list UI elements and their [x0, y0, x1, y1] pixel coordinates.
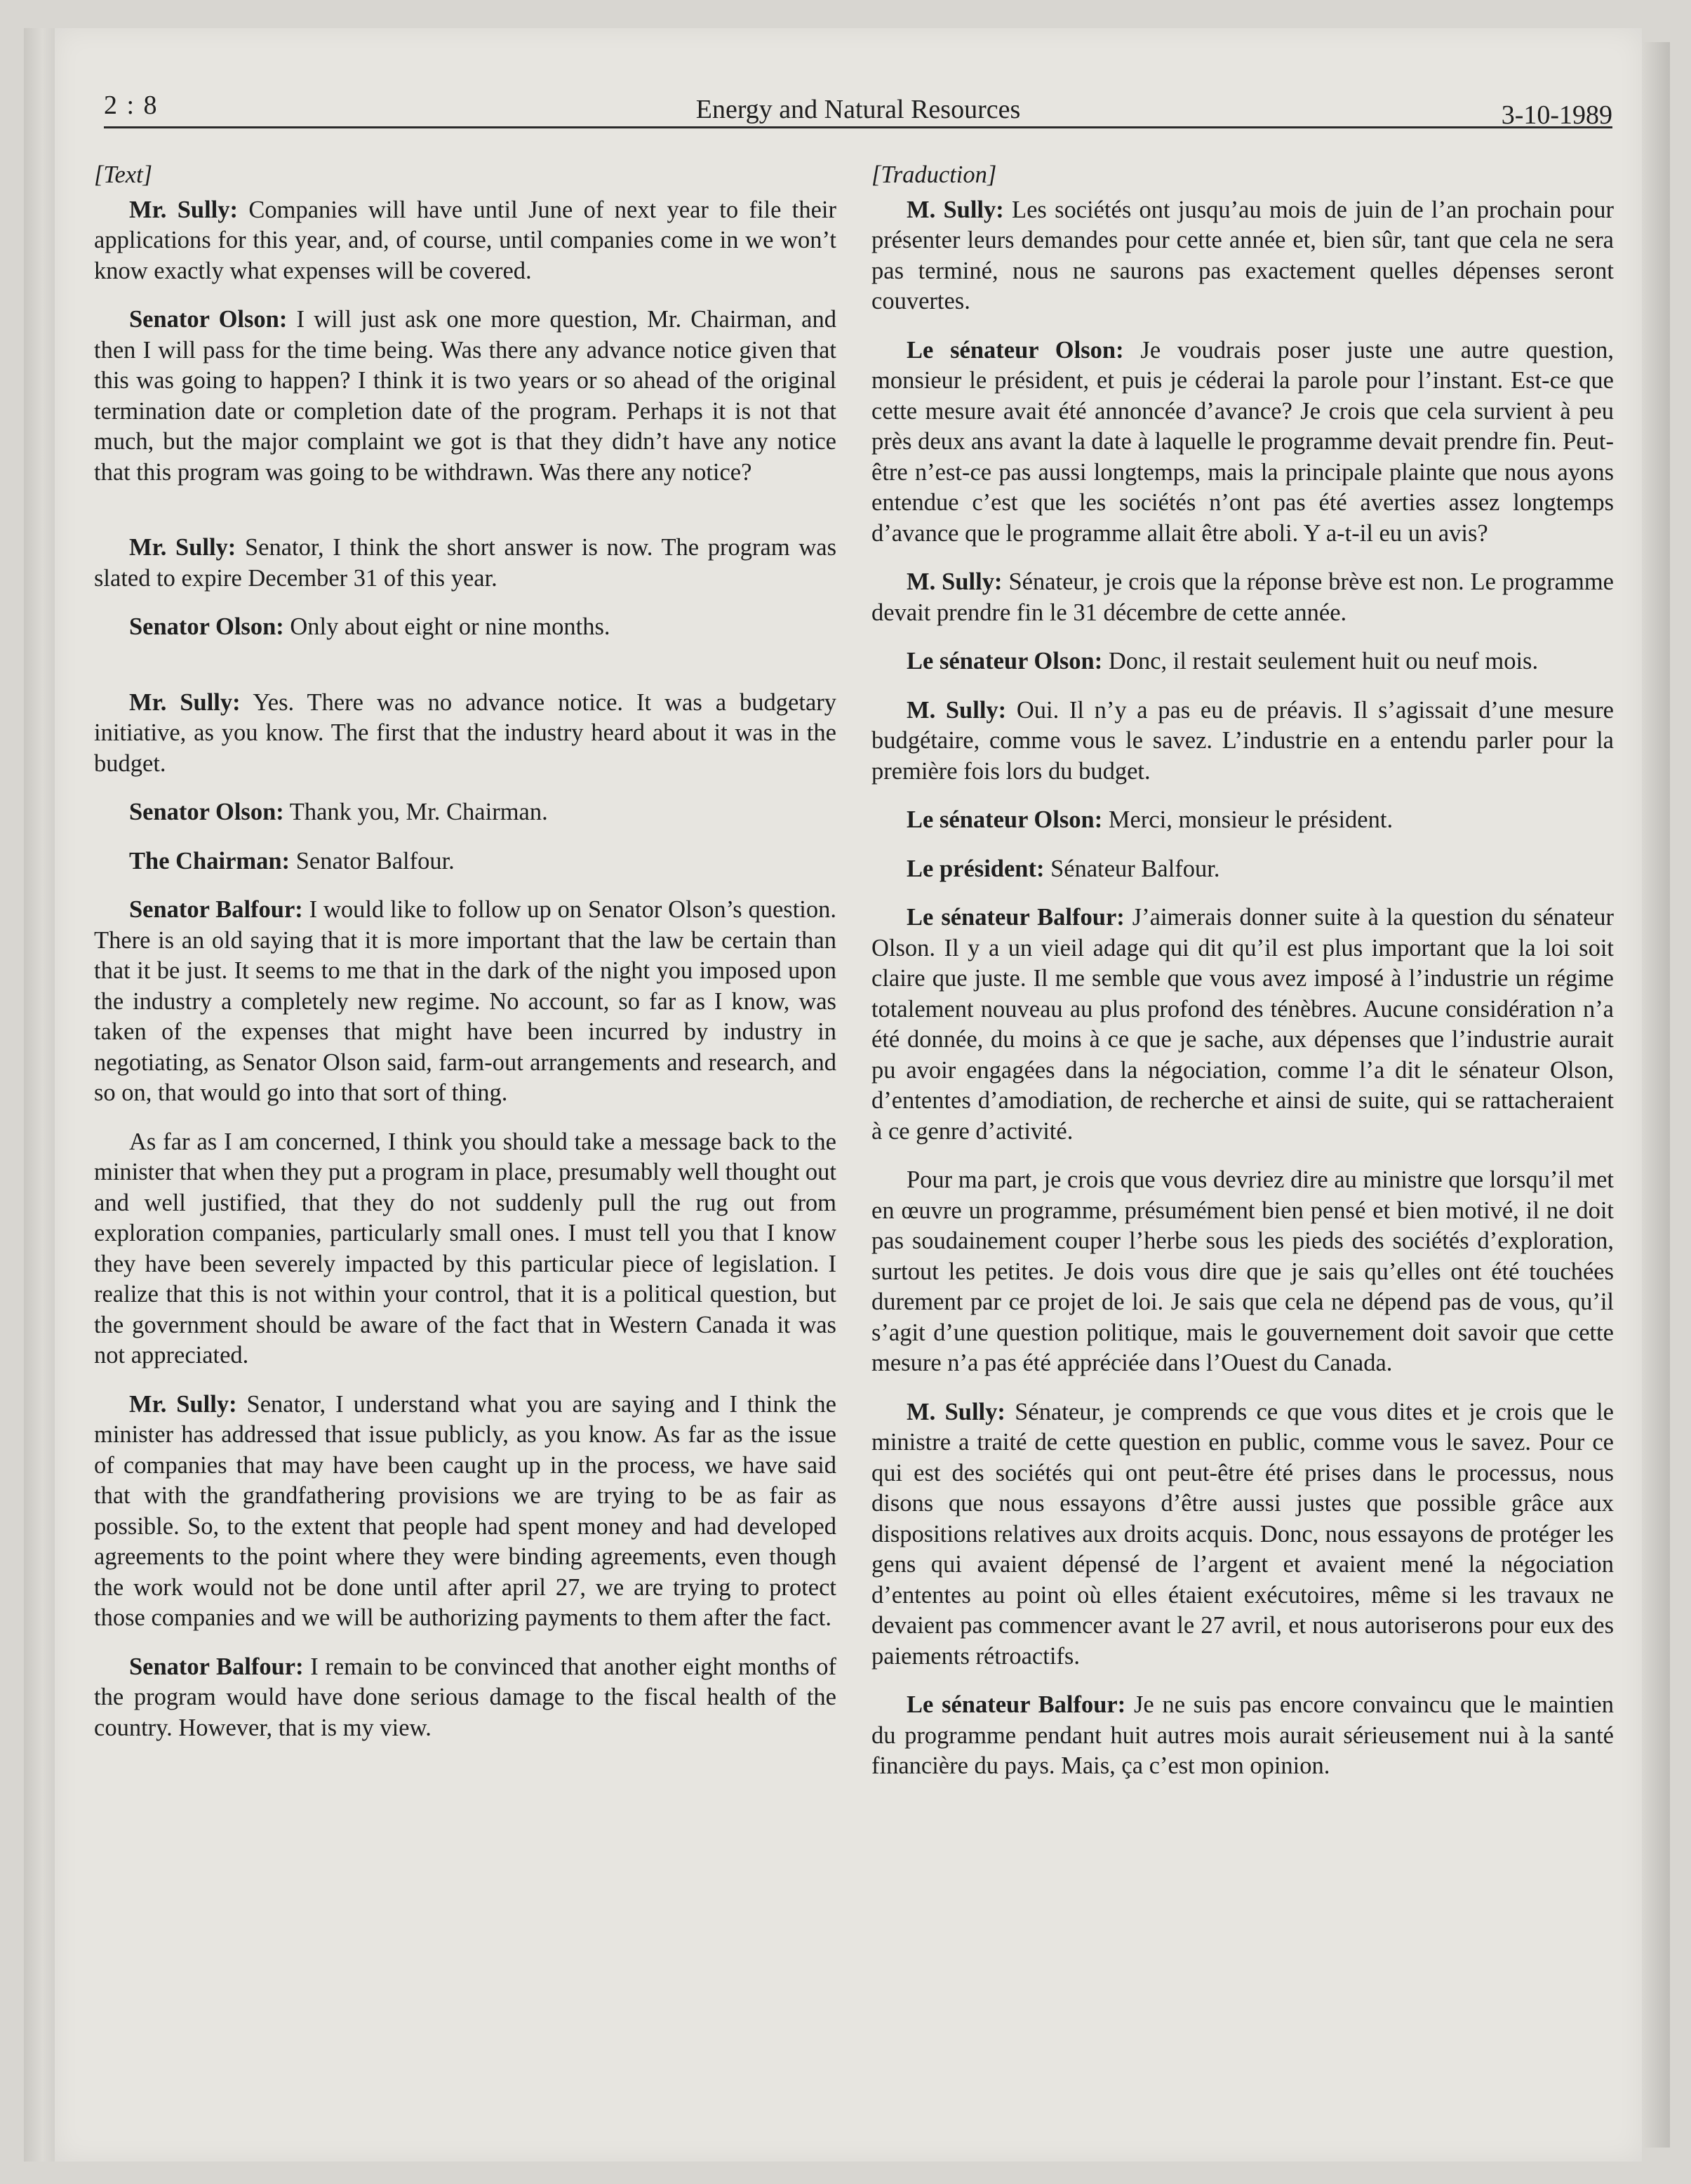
speech-text: Only about eight or nine months. [283, 613, 610, 640]
speech-text: Senator Balfour. [290, 847, 455, 874]
speech-text: I would like to follow up on Senator Olson’s question. There is an old saying that it is more important that the law be certain than that it be just. It seems to me that in the dark of the night you imposed upon the industry a completely new regime. No account, so far as I know, was taken of the expenses that might have been incurred by industry in negotiating, as Senator Olson said, farm-out arrangements and research, and so on, that would go into that sort of thing. [94, 896, 836, 1106]
speaker-name: Le sénateur Balfour: [907, 1691, 1126, 1718]
speech-paragraph [94, 305, 836, 488]
speech-paragraph [871, 1397, 1614, 1672]
running-title: Energy and Natural Resources [695, 95, 1021, 124]
speech-paragraph [871, 805, 1614, 836]
speaker-name: Le président: [907, 855, 1045, 882]
speech-text: J’aimerais donner suite à la question du sénateur Olson. Il y a un vieil adage qui dit qu’il est plus important que la loi soit claire que juste. Il me semble que vous avez imposé à l’industrie un régime totalement nouveau au plus profond des ténèbres. Aucune considération n’a été donnée, du moins à ce que je sache, aux dépenses que l’industrie aurait pu avoir engagées dans la négociation, comme l’a dit le sénateur Olson, d’ententes d’amodiation, de recherche et ainsi de suite, qui se rattacheraient à ce genre d’activité. [871, 904, 1614, 1145]
speaker-name: M. Sully: [907, 696, 1007, 724]
page-header [104, 83, 1612, 128]
speech-text: Pour ma part, je crois que vous devriez dire au ministre que lorsqu’il met en œuvre un programme, présumément bien pensé et bien motivé, il ne doit pas soudainement couper l’herbe sous les pieds des sociétés d’exploration, surtout les petites. Je dois vous dire que je sais qu’elles ont été touchées durement par ce projet de loi. Je sais que cela ne dépend pas de vous, qu’il s’agit d’une question politique, mais le gouvernement doit savoir que cette mesure n’a pas été appréciée dans l’Ouest du Canada. [871, 1166, 1614, 1376]
speech-paragraph [871, 646, 1614, 677]
speech-text: As far as I am concerned, I think you should take a message back to the minister that when they put a program in place, presumably well thought out and well justified, that they do not suddenly pull the rug out from exploration companies, particularly small ones. I must tell you that I know they have been severely impacted by this particular piece of legislation. I realize that this is not within your control, that it is a political question, but the government should be aware of the fact that in Western Canada it was not appreciated. [94, 1128, 836, 1369]
speech-text: Donc, il restait seulement huit ou neuf mois. [1102, 648, 1539, 674]
speech-paragraph [94, 846, 836, 877]
speaker-name: Senator Balfour: [129, 896, 303, 923]
speech-text: Je ne suis pas encore convaincu que le maintien du programme pendant huit autres mois aurait sérieusement nui à la santé financière du pays. Mais, ça c’est mon opinion. [871, 1691, 1614, 1779]
speech-paragraph [871, 854, 1614, 885]
speech-paragraph [94, 1127, 836, 1371]
speech-paragraph [871, 1690, 1614, 1782]
speaker-name: M. Sully: [907, 196, 1004, 223]
speaker-name: Senator Olson: [129, 799, 284, 825]
speech-text: Oui. Il n’y a pas eu de préavis. Il s’agissait d’une mesure budgétaire, comme vous le savez. L’industrie en a entendu parler pour la première fois lors du budget. [871, 696, 1614, 785]
speaker-name: Mr. Sully: [129, 196, 238, 223]
speaker-name: Le sénateur Olson: [907, 336, 1124, 364]
speaker-name: The Chairman: [129, 847, 290, 874]
speech-text: Je voudrais poser juste une autre question, monsieur le président, et puis je céderai la parole pour l’instant. Est-ce que cette mesure avait été annoncée d’avance? Je crois que cela survient à peu près deux ans avant la date à laquelle le programme devait prendre fin. Peut-être n’est-ce pas aussi longtemps, mais la principale plainte que nous ayons entendue c’est que les sociétés n’ont pas été averties assez longtemps d’avance que le programme allait être aboli. Y a-t-il eu un avis? [871, 336, 1614, 547]
speech-paragraph [871, 195, 1614, 317]
spacer [94, 661, 836, 688]
speech-paragraph [94, 195, 836, 287]
speech-text: I remain to be convinced that another eight months of the program would have done serious damage to the fiscal health of the country. However, that is my view. [94, 1653, 836, 1741]
speech-text: Senator, I understand what you are saying and I think the minister has addressed that issue publicly, as you know. As far as the issue of companies that may have been caught up in the process, we have said that with the grandfathering provisions we are trying to be as fair as possible. So, to the extent that people had spent money and had developed agreements to the point where they were binding agreements, even though the work would not be done until after april 27, we are trying to protect those companies and we will be authorizing payments to them after the fact. [94, 1390, 836, 1631]
speaker-name: Mr. Sully: [129, 688, 241, 716]
speech-text: Thank you, Mr. Chairman. [283, 799, 548, 825]
speech-paragraph [871, 695, 1614, 787]
speaker-name: Mr. Sully: [129, 1390, 237, 1418]
speaker-name: Le sénateur Balfour: [907, 904, 1125, 931]
speech-paragraph [94, 797, 836, 828]
speech-paragraph [871, 1165, 1614, 1379]
page-stack-edge [24, 28, 55, 2162]
speech-text: Companies will have until June of next year to file their applications for this year, and, of course, until companies come in we won’t know exactly what expenses will be covered. [94, 196, 836, 284]
speech-text: Senator, I think the short answer is now. The program was slated to expire December 31 of this year. [94, 534, 836, 592]
speech-text: I will just ask one more question, Mr. Chairman, and then I will pass for the time being. Was there any advance notice given that this was going to happen? I think it is two years or so ahead of the original termination date or completion date of the program. Perhaps it is not that much, but the major complaint we got is that they didn’t have any notice that this program was going to be withdrawn. Was there any notice? [94, 306, 836, 486]
page-binding-edge [1642, 42, 1670, 2148]
speech-paragraph [871, 903, 1614, 1147]
speech-text: Sénateur, je crois que la réponse brève est non. Le programme devait prendre fin le 31 décembre de cette année. [871, 568, 1614, 626]
speech-text: Les sociétés ont jusqu’au mois de juin de l’an prochain pour présenter leurs demandes pour cette année et, bien sûr, tant que cela ne sera pas terminé, nous ne saurons pas exactement quelles dépenses seront couvertes. [871, 196, 1614, 314]
speech-text: Merci, monsieur le président. [1102, 806, 1393, 833]
speaker-name: Le sénateur Olson: [907, 806, 1103, 833]
speech-paragraph [94, 688, 836, 780]
speaker-name: M. Sully: [907, 1398, 1005, 1425]
speech-paragraph [94, 1390, 836, 1634]
spacer [94, 506, 836, 533]
speaker-name: Senator Olson: [129, 306, 288, 333]
speaker-name: Senator Balfour: [129, 1653, 304, 1680]
page-number: 2 : 8 [104, 91, 159, 120]
french-column [871, 160, 1614, 1800]
speech-paragraph [871, 567, 1614, 628]
speech-text: Yes. There was no advance notice. It was a budgetary initiative, as you know. The first that the industry heard about it was in the budget. [94, 688, 836, 777]
speech-paragraph [871, 335, 1614, 550]
session-date: 3-10-1989 [1501, 100, 1612, 130]
english-column [94, 160, 836, 1762]
speech-text: Sénateur, je comprends ce que vous dites et je crois que le ministre a traité de cette question en public, comme vous le savez. Pour ce qui est des sociétés qui ont peut-être été prises dans le processus, nous disons que nous essayons d’être aussi justes que possible grâce aux dispositions relatives aux droits acquis. Donc, nous essayons de protéger les gens qui avaient dépensé de l’argent et avaient mené la négociation d’ententes au point où elles étaient exécutoires, même si les travaux ne devaient pas commencer avant le 27 avril, et nous autoriserons pour eux des paiements rétroactifs. [871, 1398, 1614, 1670]
speech-paragraph [94, 895, 836, 1109]
speech-paragraph [94, 1652, 836, 1744]
speaker-name: Senator Olson: [129, 613, 284, 640]
speech-text: Sénateur Balfour. [1044, 855, 1220, 882]
speech-paragraph [94, 612, 836, 643]
speaker-name: M. Sully: [907, 568, 1003, 595]
speaker-name: Le sénateur Olson: [907, 648, 1103, 674]
speech-paragraph [94, 533, 836, 594]
section-label: [Traduction] [871, 161, 997, 188]
section-label: [Text] [94, 161, 153, 188]
speaker-name: Mr. Sully: [129, 534, 236, 561]
